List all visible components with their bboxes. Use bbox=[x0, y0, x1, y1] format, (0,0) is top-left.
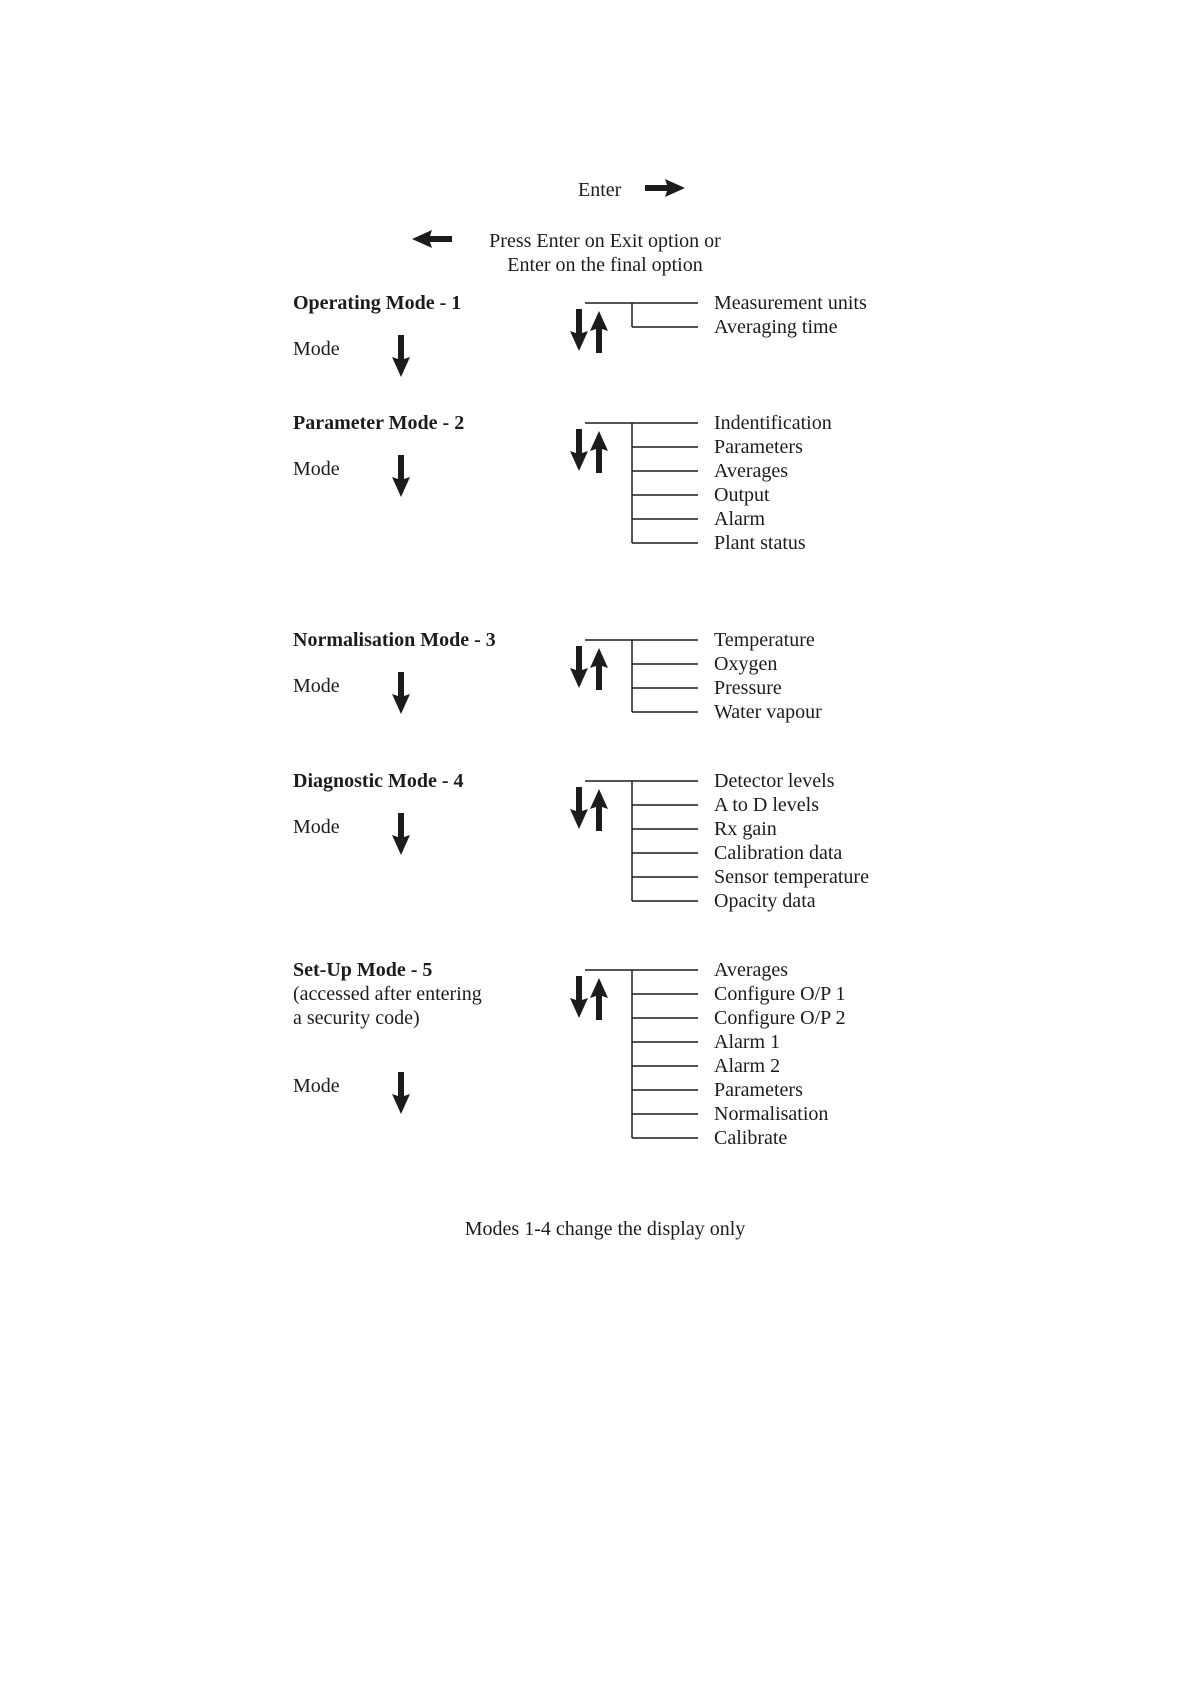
mode-subtitle: (accessed after entering bbox=[293, 983, 482, 1005]
down-arrow-icon bbox=[390, 813, 412, 855]
menu-option: Rx gain bbox=[714, 818, 777, 840]
menu-option: Water vapour bbox=[714, 701, 822, 723]
mode-title: Parameter Mode - 2 bbox=[293, 412, 465, 434]
menu-option: Oxygen bbox=[714, 653, 778, 675]
mode-title: Operating Mode - 1 bbox=[293, 292, 462, 314]
menu-option: Alarm 2 bbox=[714, 1055, 781, 1077]
menu-option: Pressure bbox=[714, 677, 782, 699]
menu-option: Parameters bbox=[714, 436, 803, 458]
menu-option: Averaging time bbox=[714, 316, 838, 338]
mode-label: Mode bbox=[293, 338, 340, 360]
menu-option: Calibrate bbox=[714, 1127, 788, 1149]
mode-title: Normalisation Mode - 3 bbox=[293, 629, 496, 651]
menu-option: Alarm bbox=[714, 508, 766, 530]
mode-label: Mode bbox=[293, 675, 340, 697]
menu-option: Configure O/P 2 bbox=[714, 1007, 846, 1029]
mode-subtitle: a security code) bbox=[293, 1007, 420, 1029]
menu-option: Plant status bbox=[714, 532, 806, 554]
right-arrow-icon bbox=[645, 178, 687, 198]
menu-option: Output bbox=[714, 484, 770, 506]
menu-option: Alarm 1 bbox=[714, 1031, 781, 1053]
menu-option: Detector levels bbox=[714, 770, 835, 792]
mode-title: Diagnostic Mode - 4 bbox=[293, 770, 464, 792]
menu-option: Measurement units bbox=[714, 292, 867, 314]
menu-option: Indentification bbox=[714, 412, 832, 434]
menu-option: Normalisation bbox=[714, 1103, 829, 1125]
menu-option: Opacity data bbox=[714, 890, 816, 912]
down-arrow-icon bbox=[390, 455, 412, 497]
exit-instructions bbox=[460, 229, 750, 277]
exit-line-2: Enter on the final option bbox=[507, 254, 703, 276]
menu-option: A to D levels bbox=[714, 794, 819, 816]
menu-option: Averages bbox=[714, 460, 789, 482]
enter-label: Enter bbox=[578, 179, 622, 201]
menu-option: Configure O/P 1 bbox=[714, 983, 846, 1005]
mode-title: Set-Up Mode - 5 bbox=[293, 959, 433, 981]
footer-note: Modes 1-4 change the display only bbox=[464, 1218, 746, 1240]
down-arrow-icon bbox=[390, 1072, 412, 1114]
menu-option: Temperature bbox=[714, 629, 815, 651]
down-arrow-icon bbox=[390, 335, 412, 377]
mode-label: Mode bbox=[293, 816, 340, 838]
left-arrow-icon bbox=[410, 229, 452, 249]
menu-option: Averages bbox=[714, 959, 789, 981]
mode-label: Mode bbox=[293, 1075, 340, 1097]
menu-option: Parameters bbox=[714, 1079, 803, 1101]
mode-label: Mode bbox=[293, 458, 340, 480]
menu-option: Sensor temperature bbox=[714, 866, 869, 888]
down-arrow-icon bbox=[390, 672, 412, 714]
menu-option: Calibration data bbox=[714, 842, 843, 864]
exit-line-1: Press Enter on Exit option or bbox=[489, 230, 721, 252]
